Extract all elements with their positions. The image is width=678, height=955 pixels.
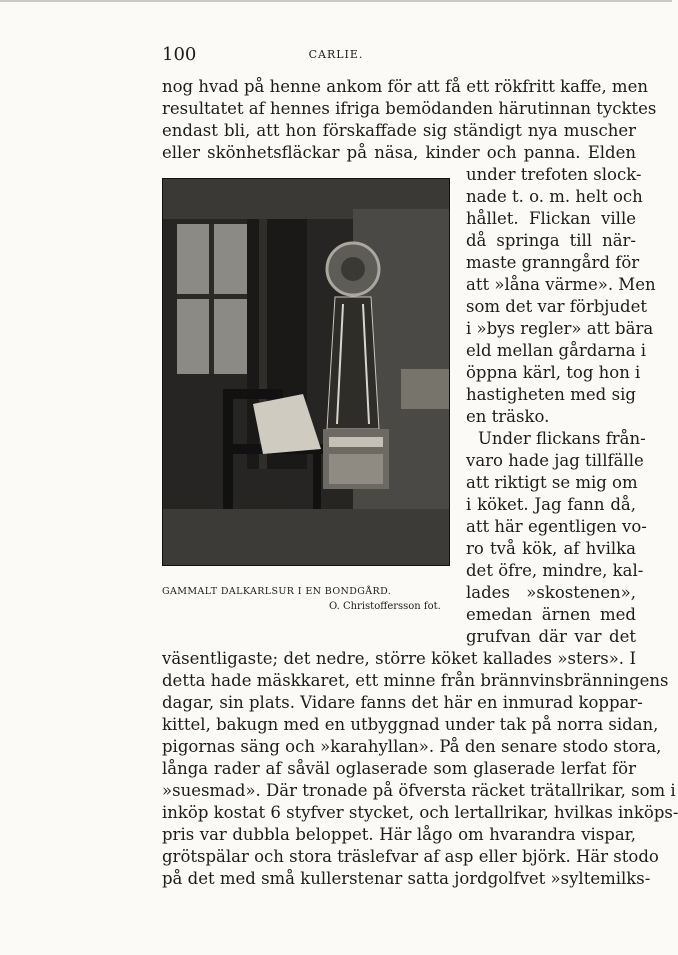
text-line: grufvan där var det bbox=[466, 627, 636, 646]
text-line: en träsko. bbox=[466, 407, 550, 426]
photograph bbox=[162, 178, 450, 566]
photo-credit: O. Christoffersson fot. bbox=[329, 601, 441, 612]
text-line: under trefoten slock- bbox=[466, 165, 642, 184]
clock-dial-center bbox=[341, 257, 365, 281]
chair-back-top bbox=[223, 389, 283, 399]
text-line: resultatet af hennes ifriga bemödanden härutinnan tycktes bbox=[162, 99, 657, 118]
figure-caption: GAMMALT DALKARLSUR I EN BONDGÅRD. bbox=[162, 586, 392, 597]
text-line: pris var dubbla beloppet. Här lågo om hvarandra vispar, bbox=[162, 825, 636, 844]
page-number: 100 bbox=[162, 44, 197, 65]
text-line: nade t. o. m. helt och bbox=[466, 187, 643, 206]
text-line: öppna kärl, tog hon i bbox=[466, 363, 641, 382]
text-line: dagar, sin plats. Vidare fanns det här en inmurad koppar- bbox=[162, 693, 643, 712]
text-line: eld mellan gårdarna i bbox=[466, 341, 647, 360]
text-line: nog hvad på henne ankom för att få ett rökfritt kaffe, men bbox=[162, 77, 648, 96]
text-line: det öfre, mindre, kal- bbox=[466, 561, 644, 580]
text-line: hållet. Flickan ville bbox=[466, 209, 636, 228]
clock-base-band bbox=[329, 437, 383, 447]
clock-case bbox=[327, 297, 379, 429]
text-line: som det var förbjudet bbox=[466, 297, 647, 316]
text-line: varo hade jag tillfälle bbox=[466, 451, 644, 470]
text-line: i »bys regler» att bära bbox=[466, 319, 654, 338]
floor bbox=[163, 509, 449, 565]
text-line: pigornas säng och »karahyllan». På den senare stodo stora, bbox=[162, 737, 662, 756]
text-line: att »låna värme». Men bbox=[466, 275, 656, 294]
top-rule bbox=[0, 0, 672, 2]
text-line: emedan ärnen med bbox=[466, 605, 636, 624]
text-line: då springa till när- bbox=[466, 231, 636, 250]
chair-leg-front bbox=[313, 444, 321, 514]
text-line: endast bli, att hon förskaffade sig ständigt nya muscher bbox=[162, 121, 636, 140]
text-line: grötspälar och stora träslefvar af asp eller björk. Här stodo bbox=[162, 847, 659, 866]
text-line: detta hade mäskkaret, ett minne från brännvinsbränningens bbox=[162, 671, 669, 690]
text-line: väsentligaste; det nedre, större köket kallades »sters». I bbox=[162, 649, 636, 668]
window-transom bbox=[177, 294, 247, 299]
text-line: kittel, bakugn med en utbyggnad under tak på norra sidan, bbox=[162, 715, 659, 734]
chest bbox=[401, 369, 449, 409]
running-title: CARLIE. bbox=[308, 48, 364, 61]
clock-room-photo bbox=[163, 179, 449, 565]
text-line: på det med små kullerstenar satta jordgolfvet »syltemilks- bbox=[162, 869, 651, 888]
text-line: inköp kostat 6 styfver stycket, och lertallrikar, hvilkas inköps- bbox=[162, 803, 678, 822]
text-line: eller skönhetsfläckar på näsa, kinder och panna. Elden bbox=[162, 143, 636, 162]
text-line: att riktigt se mig om bbox=[466, 473, 638, 492]
text-line: i köket. Jag fann då, bbox=[466, 495, 636, 514]
text-line: »suesmad». Där tronade på öfversta räcket trätallrikar, som i bbox=[162, 781, 676, 800]
text-line: Under flickans från- bbox=[478, 429, 646, 448]
text-line: maste granngård för bbox=[466, 253, 640, 272]
text-line: långa rader af såväl oglaserade som glaserade lerfat för bbox=[162, 759, 636, 778]
text-line: lades »skostenen», bbox=[466, 583, 636, 602]
text-line: att här egentligen vo- bbox=[466, 517, 647, 536]
text-line: hastigheten med sig bbox=[466, 385, 636, 404]
text-line: ro två kök, af hvilka bbox=[466, 539, 636, 558]
clock-base-panel bbox=[329, 454, 383, 484]
